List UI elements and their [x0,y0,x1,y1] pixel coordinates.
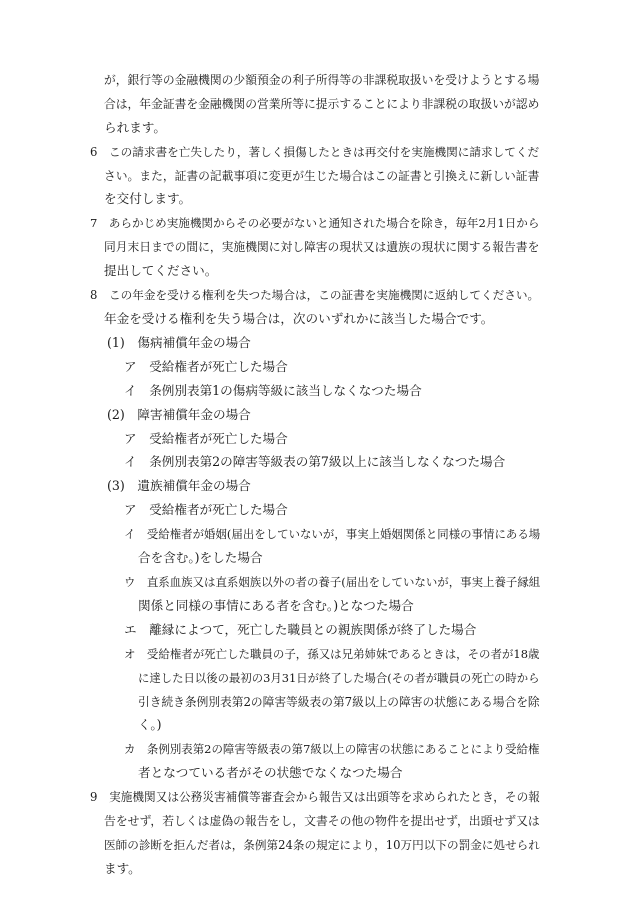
text-line: に達した日以後の最初の3月31日が終了した場合(その者が職員の死亡の時から [138,671,540,685]
text-line: イ 条例別表第1の傷病等級に該当しなくなつた場合 [124,383,422,398]
text-line: イ 条例別表第2の障害等級表の第7級以上に該当しなくなつた場合 [124,454,506,469]
text-line: イ 受給権者が婚姻(届出をしていないが，事実上婚姻関係と同様の事情にある場 [124,527,541,541]
text-line: 引き続き条例別表第2の障害等級表の第7級以上の障害の状態にある場合を除 [138,695,540,709]
text-line: (3) 遺族補償年金の場合 [107,478,251,493]
text-line: が，銀行等の金融機関の少額預金の利子所得等の非課税取扱いを受けようとする場 [104,73,540,87]
text-line: ウ 直系血族又は直系姻族以外の者の養子(届出をしていないが，事実上養子縁組 [124,575,541,589]
text-line: エ 離縁によつて，死亡した職員との親族関係が終了した場合 [124,622,477,637]
text-line: 6 この請求書を亡失したり，著しく損傷したときは再交付を実施機関に請求してくだ [90,145,540,159]
text-line: 告をせず，若しくは虚偽の報告をし，文書その他の物件を提出せず，出頭せず又は [104,814,540,828]
text-line: ア 受給権者が死亡した場合 [124,431,288,446]
text-line: られます。 [104,120,166,135]
text-line: を交付します。 [104,191,192,206]
text-line: 合は，年金証書を金融機関の営業所等に提示することにより非課税の取扱いが認め [104,97,540,111]
text-line: 合を含む。)をした場合 [138,550,263,565]
text-line: オ 受給権者が死亡した職員の子，孫又は兄弟姉妹であるときは，その者が18歳 [124,647,540,661]
text-line: 9 実施機関又は公務災害補償等審査会から報告又は出頭等を求められたとき，その報 [90,790,540,804]
text-line: 同月末日までの間に，実施機関に対し障害の現状又は遺族の現状に関する報告書を [104,240,540,254]
text-line: (1) 傷病補償年金の場合 [107,335,251,350]
text-line: く。) [138,717,162,732]
text-line: ア 受給権者が死亡した場合 [124,359,288,374]
text-line: 医師の診断を拒んだ者は，条例第24条の規定により，10万円以下の罰金に処せられ [104,838,540,852]
text-line: 提出してください。 [104,263,218,278]
text-line: 関係と同様の事情にある者を含む。)となつた場合 [138,598,414,613]
text-line: 8 この年金を受ける権利を失つた場合は，この証書を実施機関に返納してください。 [90,288,540,302]
text-line: 7 あらかじめ実施機関からその必要がないと通知された場合を除き，毎年2月1日から [90,216,540,230]
text-line: (2) 障害補償年金の場合 [107,407,251,422]
text-line: カ 条例別表第2の障害等級表の第7級以上の障害の状態にあることにより受給権 [124,742,540,756]
text-line: 年金を受ける権利を失う場合は，次のいずれかに該当した場合です。 [104,311,494,326]
text-line: 者となつている者がその状態でなくなつた場合 [138,765,403,780]
text-line: ます。 [104,861,141,876]
text-line: ア 受給権者が死亡した場合 [124,502,288,517]
text-line: さい。また，証書の記載事項に変更が生じた場合はこの証書と引換えに新しい証書 [104,169,540,183]
